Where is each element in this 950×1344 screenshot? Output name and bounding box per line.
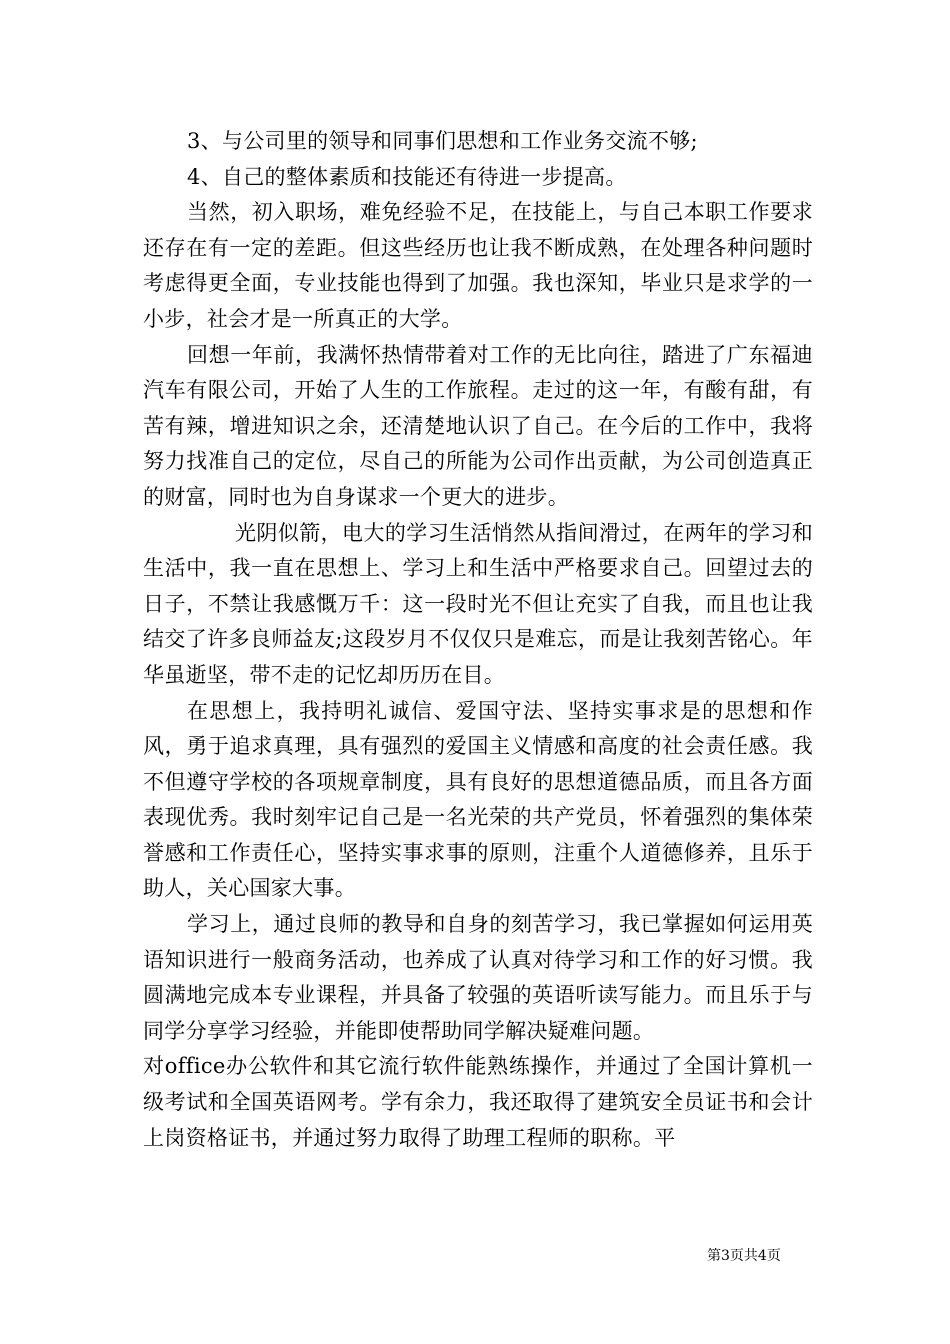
paragraph-learning: 学习上，通过良师的教导和自身的刻苦学习，我已掌握如何运用英语知识进行一般商务活动，也养成了认真对待学习和工作的好习惯。我圆满地完成本专业课程，并具备了较强的英语听读写能力。而且乐于与同学分享学习经验，并能即使帮助同学解决疑难问题。 (143, 912, 813, 1043)
paragraph-shortcoming-3: 3、与公司里的领导和同事们思想和工作业务交流不够; (187, 129, 698, 153)
page-indicator: 第3页共4页 (707, 1248, 781, 1264)
paragraph-skills: 对office办公软件和其它流行软件能熟练操作，并通过了全国计算机一级考试和全国英语网考。学有余力，我还取得了建筑安全员证书和会计上岗资格证书，并通过努力取得了助理工程师的职称。平 (143, 1054, 813, 1150)
paragraph-shortcoming-4: 4、自己的整体素质和技能还有待进一步提高。 (187, 164, 627, 189)
paragraph-inexperience: 当然，初入职场，难免经验不足，在技能上，与自己本职工作要求还存在有一定的差距。但这些经历也让我不断成熟，在处理各种问题时考虑得更全面，专业技能也得到了加强。我也深知，毕业只是求学的一小步，社会才是一所真正的大学。 (143, 200, 813, 331)
paragraph-recollection: 回想一年前，我满怀热情带着对工作的无比向往，踏进了广东福迪汽车有限公司，开始了人生的工作旅程。走过的这一年，有酸有甜，有苦有辣，增进知识之余，还清楚地认识了自己。在今后的工作中，我将努力找准自己的定位，尽自己的所能为公司作出贡献，为公司创造真正的财富，同时也为自身谋求一个更大的进步。 (143, 342, 813, 509)
paragraph-study-life: 光阴似箭，电大的学习生活悄然从指间滑过，在两年的学习和生活中，我一直在思想上、学习上和生活中严格要求自己。回望过去的日子，不禁让我感慨万千：这一段时光不但让充实了自我，而且也让我结交了许多良师益友;这段岁月不仅仅只是难忘，而是让我刻苦铭心。年华虽逝坚，带不走的记忆却历历在目。 (143, 520, 813, 687)
paragraph-ideology: 在思想上，我持明礼诚信、爱国守法、坚持实事求是的思想和作风，勇于追求真理，具有强烈的爱国主义情感和高度的社会责任感。我不但遵守学校的各项规章制度，具有良好的思想道德品质，而且各方面表现优秀。我时刻牢记自己是一名光荣的共产党员，怀着强烈的集体荣誉感和工作责任心，坚持实事求事的原则，注重个人道德修养，且乐于助人，关心国家大事。 (143, 698, 813, 901)
document-body (143, 124, 813, 1156)
